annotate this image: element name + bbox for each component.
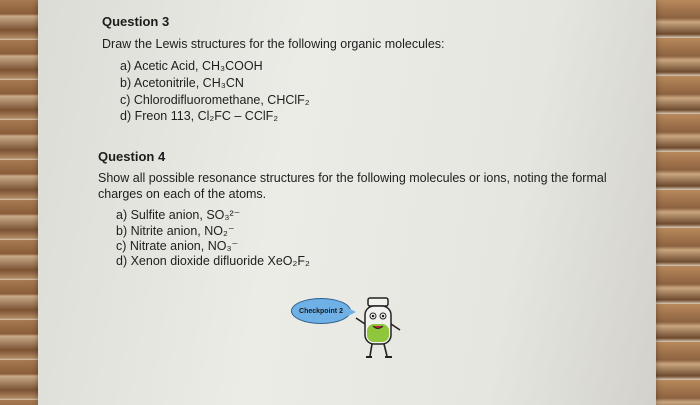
question-4-prompt-line-1: Show all possible resonance structures for the following molecules or ions, noting the formal [98,171,607,185]
question-3-item-a: a) Acetic Acid, CH₃COOH [120,59,263,73]
question-3-title: Question 3 [102,14,170,29]
question-4-prompt-line-2: charges on each of the atoms. [98,187,267,201]
question-4-item-a: a) Sulfite anion, SO₃²⁻ [116,208,241,222]
wood-background-right [650,0,700,405]
question-3-item-d: d) Freon 113, Cl₂FC – CClF₂ [120,109,279,123]
question-3-item-b: b) Acetonitrile, CH₃CN [120,76,244,90]
question-3-prompt: Draw the Lewis structures for the following organic molecules: [102,37,445,51]
checkpoint-badge [291,298,351,324]
flask-mascot-icon [354,296,402,362]
question-4-item-b: b) Nitrite anion, NO₂⁻ [116,224,235,238]
worksheet-page [38,0,656,405]
question-4-item-c: c) Nitrate anion, NO₃⁻ [116,239,239,253]
question-4-item-d: d) Xenon dioxide difluoride XeO₂F₂ [116,254,310,268]
checkpoint-label: Checkpoint 2 [299,307,343,315]
question-3-item-c: c) Chlorodifluoromethane, CHClF₂ [120,93,310,107]
question-4-title: Question 4 [98,149,166,164]
